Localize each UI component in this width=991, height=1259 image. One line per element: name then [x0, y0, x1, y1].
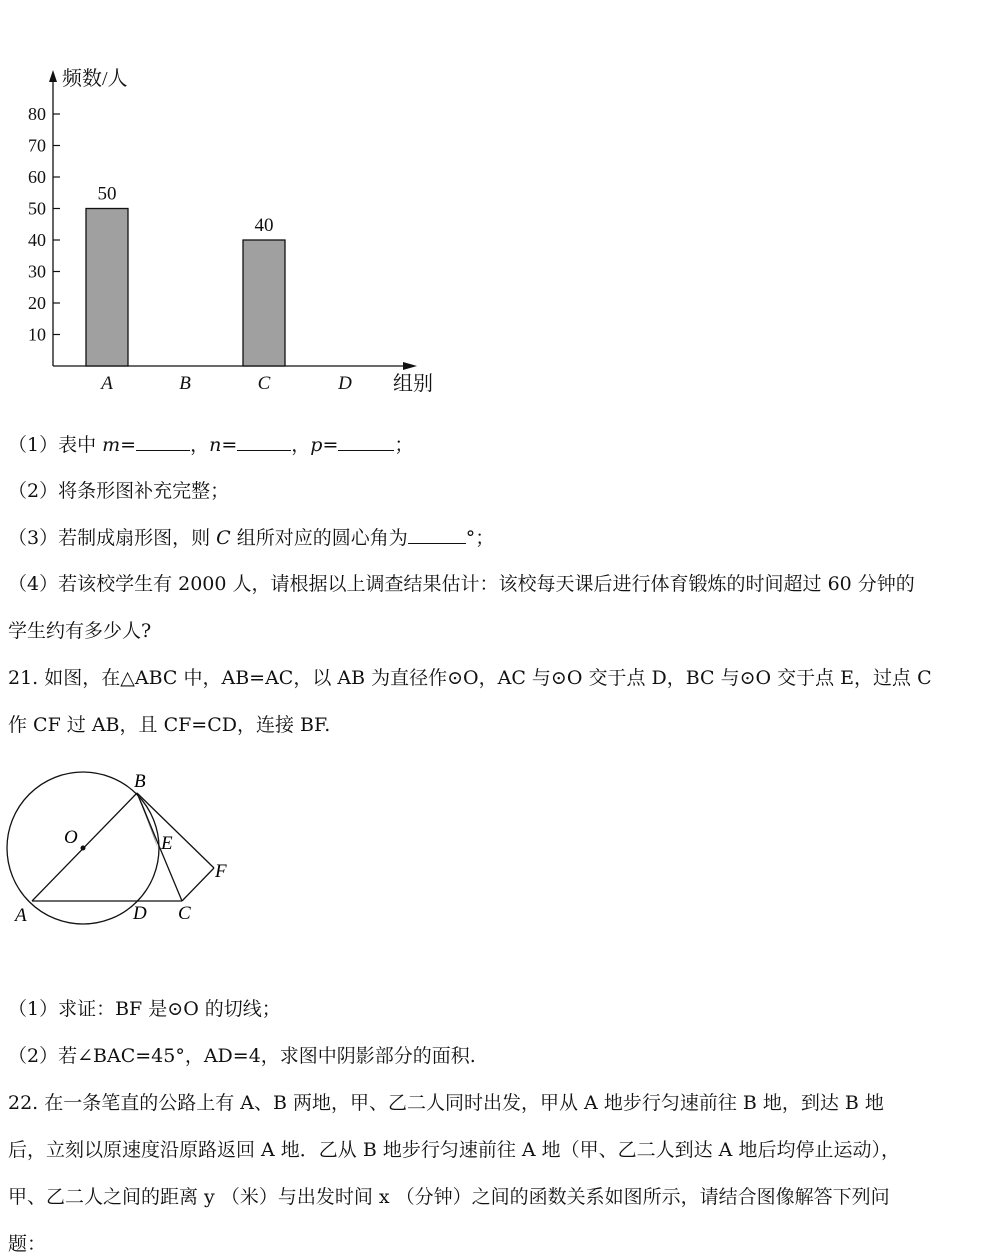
- q22-stem-line3: 甲、乙二人之间的距离 y （米）与出发时间 x （分钟）之间的函数关系如图所示，请结合图像解答下列问: [8, 1186, 890, 1208]
- bar-chart: [0, 60, 460, 405]
- label-c: C: [178, 903, 191, 924]
- q21-part1: （1）求证：BF 是⊙O 的切线；: [8, 998, 281, 1020]
- x-axis-title: 组别: [393, 373, 433, 395]
- label-o: O: [64, 827, 78, 848]
- y-tick-label: 30: [28, 261, 46, 282]
- y-tick-label: 50: [28, 198, 46, 219]
- q22-stem-line4: 题：: [8, 1233, 47, 1255]
- bar: [243, 240, 285, 366]
- x-tick-label: A: [101, 373, 113, 394]
- q22-stem-line1: 22. 在一条笔直的公路上有 A、B 两地，甲、乙二人同时出发，甲从 A 地步行匀速前往 B 地，到达 B 地: [8, 1092, 884, 1114]
- x-tick-label: D: [338, 373, 352, 394]
- geometry-figure: [0, 760, 250, 930]
- q20-part3: （3）若制成扇形图，则 C 组所对应的圆心角为 °；: [8, 527, 495, 549]
- y-ticks: [28, 104, 60, 345]
- q20-part4-line1: （4）若该校学生有 2000 人，请根据以上调查结果估计：该校每天课后进行体育锻炼的时间超过 60 分钟的: [8, 573, 915, 595]
- q21-stem-line2: 作 CF 过 AB，且 CF=CD，连接 BF.: [8, 714, 331, 736]
- x-tick-label: B: [179, 373, 191, 394]
- label-e: E: [161, 833, 173, 854]
- q22-stem-line2: 后，立刻以原速度沿原路返回 A 地．乙从 B 地步行匀速前往 A 地（甲、乙二人到达 A 地后均停止运动），: [8, 1139, 900, 1161]
- label-f: F: [215, 861, 227, 882]
- bars: [86, 184, 285, 367]
- label-d: D: [133, 903, 147, 924]
- y-tick-label: 20: [28, 293, 46, 313]
- q20-part2: （2）将条形图补充完整；: [8, 480, 230, 502]
- x-ticks: [99, 373, 352, 394]
- y-axis-title: 频数/人: [62, 68, 128, 90]
- q21-part2: （2）若∠BAC=45°，AD=4，求图中阴影部分的面积.: [8, 1045, 476, 1067]
- segment-bc: [137, 793, 182, 901]
- x-tick-label: C: [257, 373, 271, 394]
- q20-part4-line2: 学生约有多少人?: [8, 620, 152, 642]
- label-b: B: [134, 771, 146, 792]
- q20-part1: （1）表中 m= ，n= ，p= ；: [8, 434, 414, 456]
- label-a: A: [15, 905, 27, 926]
- bar: [86, 209, 128, 367]
- segment-cf: [182, 868, 214, 901]
- bar-value-label: 40: [254, 215, 274, 236]
- segment-bf: [137, 793, 214, 868]
- y-axis-arrow: [49, 70, 57, 82]
- x-axis-arrow: [403, 362, 417, 370]
- y-tick-label: 40: [28, 230, 46, 250]
- y-tick-label: 10: [28, 324, 46, 345]
- bar-value-label: 50: [97, 183, 117, 205]
- y-tick-label: 70: [28, 135, 46, 156]
- center-point-o: [81, 846, 86, 851]
- q21-stem-line1: 21. 如图，在△ABC 中，AB=AC，以 AB 为直径作⊙O，AC 与⊙O 交于点 D，BC 与⊙O 交于点 E，过点 C: [8, 667, 932, 689]
- y-tick-label: 80: [28, 104, 46, 124]
- y-tick-label: 60: [28, 167, 46, 187]
